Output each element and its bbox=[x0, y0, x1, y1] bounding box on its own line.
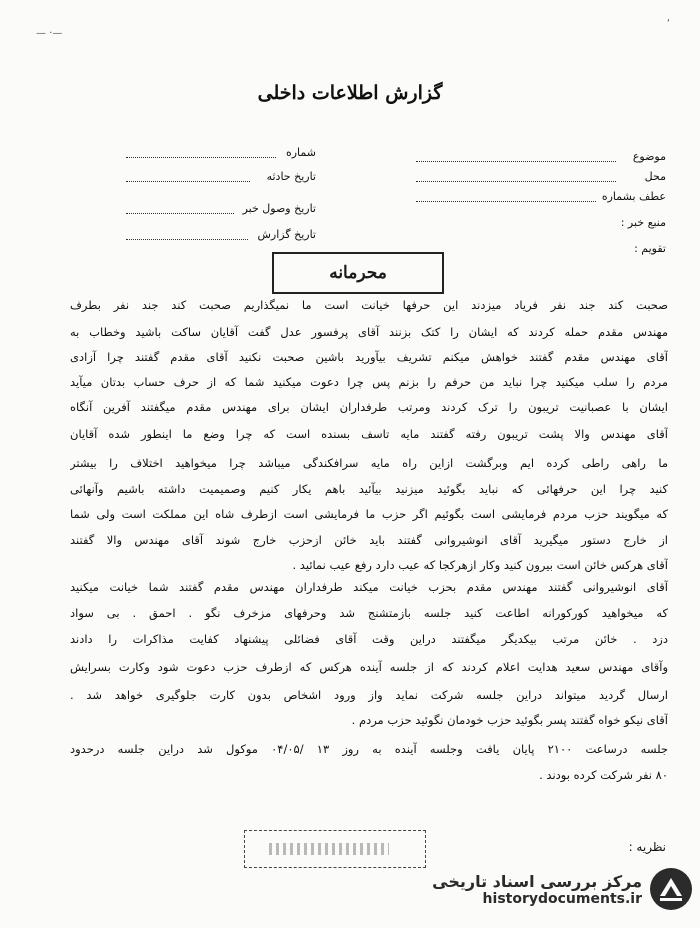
field-report-date-line bbox=[126, 238, 248, 240]
classification-stamp bbox=[272, 252, 444, 294]
body-line: از خارج دستور میگیرید آقای انوشیروانی گفتند باید خائن ازحزب خارج شوند آقای مهندس والا گفتند bbox=[70, 533, 668, 547]
field-subject: موضوع bbox=[632, 150, 666, 163]
watermark bbox=[432, 858, 694, 920]
body-line: مردم را سلب میکنید چرا نباید من حرفم را بزنم پس چرا دعوت میکنید شما که از حرف حساب بدتان میآید bbox=[70, 375, 668, 389]
field-source: منبع خبر : bbox=[620, 216, 666, 229]
field-place: محل bbox=[644, 170, 666, 183]
body-line: وآقای مهندس سعید هدایت اعلام کردند که از جلسه آینده هرکس که ازطرف حزب دعوت شود وکارت بسرایش bbox=[70, 660, 668, 674]
field-receipt-date: تاریخ وصول خبر bbox=[242, 202, 316, 215]
field-place-line bbox=[416, 180, 616, 182]
field-subject-line bbox=[416, 160, 616, 162]
field-reference-line bbox=[416, 200, 596, 202]
body-line: آقای نیکو خواه گفتند پسر بگوئید حزب خودمان نگوئید حزب مردم . bbox=[351, 713, 668, 727]
field-incident-date-line bbox=[126, 180, 250, 182]
field-receipt-date-line bbox=[126, 212, 234, 214]
body-line: ایشان با عصبانیت تریبون را ترک کردند ومرتب طرفداران ایشان برای مهندس مقدم میگفتند آفرین آنگاه bbox=[70, 400, 668, 414]
field-incident-date: تاریخ حادثه bbox=[266, 170, 316, 183]
body-line: که میگویند حزب مردم فرمایشی است بگوئیم اگر حزب ما فرمایشی است ازطرف شاه این مملکت است ولی شما bbox=[70, 507, 668, 521]
note-label: نظریه : bbox=[628, 840, 666, 854]
field-number: شماره bbox=[285, 146, 316, 159]
body-line: آقای انوشیروانی گفتند مهندس مقدم بحزب خیانت میکند طرفداران مهندس مقدم گفتند شما خیانت میکنید bbox=[70, 580, 668, 594]
stamp-smudge bbox=[269, 843, 389, 855]
body-line: مهندس مقدم حمله کردند که ایشان را کتک بزنند آقای پرفسور عدل گفت آقایان ساکت باشید وخطاب به bbox=[70, 325, 668, 339]
body-line: که میخواهید کورکورانه اطاعت کنید جلسه بازمتشنج شد وحرفهای مزخرف نگو . احمق . بی سواد bbox=[70, 606, 668, 620]
field-evaluation: تقویم : bbox=[634, 242, 666, 255]
body-line: ارسال گردید میتواند دراین جلسه شرکت نماید واز ورود اشخاص بدون کارت جلوگیری خواهد شد . bbox=[70, 688, 668, 702]
corner-mark-right: ‘ bbox=[666, 18, 670, 29]
watermark-url: historydocuments.ir bbox=[482, 890, 642, 907]
field-reference: عطف بشماره bbox=[601, 190, 666, 203]
body-line: صحبت کند جند نفر فریاد میزدند این حرفها خیانت است ما نمیگذاریم صحبت کند جند نفر بطرف bbox=[70, 298, 668, 312]
stamp-text: محرمانه bbox=[329, 263, 387, 283]
body-line: آقای هرکس خائن است بیرون کنید وکار ازهرکجا که عیب دارد رفع عیب نمائید . bbox=[292, 558, 668, 572]
body-line: ما راهی راطی کرده ایم وبرگشت ازاین راه مایه سرافکندگی میباشد چرا میخواهید اختلاف را بیشتر bbox=[70, 456, 668, 470]
body-line: دزد . خائن مرتب بیکدیگر میگفتند دراین وقت آقای فضائلی پیشنهاد کفایت مذاکرات را دادند bbox=[70, 632, 668, 646]
field-report-date: تاریخ گزارش bbox=[257, 228, 316, 241]
watermark-title: مرکز بررسی اسناد تاریخی bbox=[432, 871, 642, 891]
field-number-line bbox=[126, 156, 276, 158]
footer-stamp bbox=[244, 830, 426, 868]
body-line: آقای مهندس مقدم گفتند خواهش میکنم تشریف بیآورید باشین صحبت نکنید آقای مقدم گفتند چرا آزادی bbox=[70, 350, 668, 364]
body-line: جلسه درساعت ۲۱۰۰ پایان یافت وجلسه آینده به روز ۱۳ /۰۴/۰۵ موکول شد دراین جلسه درحدود bbox=[70, 742, 668, 756]
report-title: گزارش اطلاعات داخلی bbox=[257, 82, 443, 104]
archive-logo-icon bbox=[648, 866, 694, 912]
watermark-text bbox=[432, 872, 642, 907]
body-line: ۸۰ نفر شرکت کرده بودند . bbox=[539, 768, 668, 782]
corner-mark-left: — ·— bbox=[36, 28, 63, 39]
body-line: آقای مهندس والا پشت تریبون رفته گفتند مایه تاسف بسنده است که چرا وضع ما اینطور شده آقایان bbox=[70, 427, 668, 441]
body-line: کنید چرا این حرفهائی که نباید بگوئید میزنید بیآئید باهم یکار کنیم وصمیمیت داشته باشیم وآنهائی bbox=[70, 482, 668, 496]
